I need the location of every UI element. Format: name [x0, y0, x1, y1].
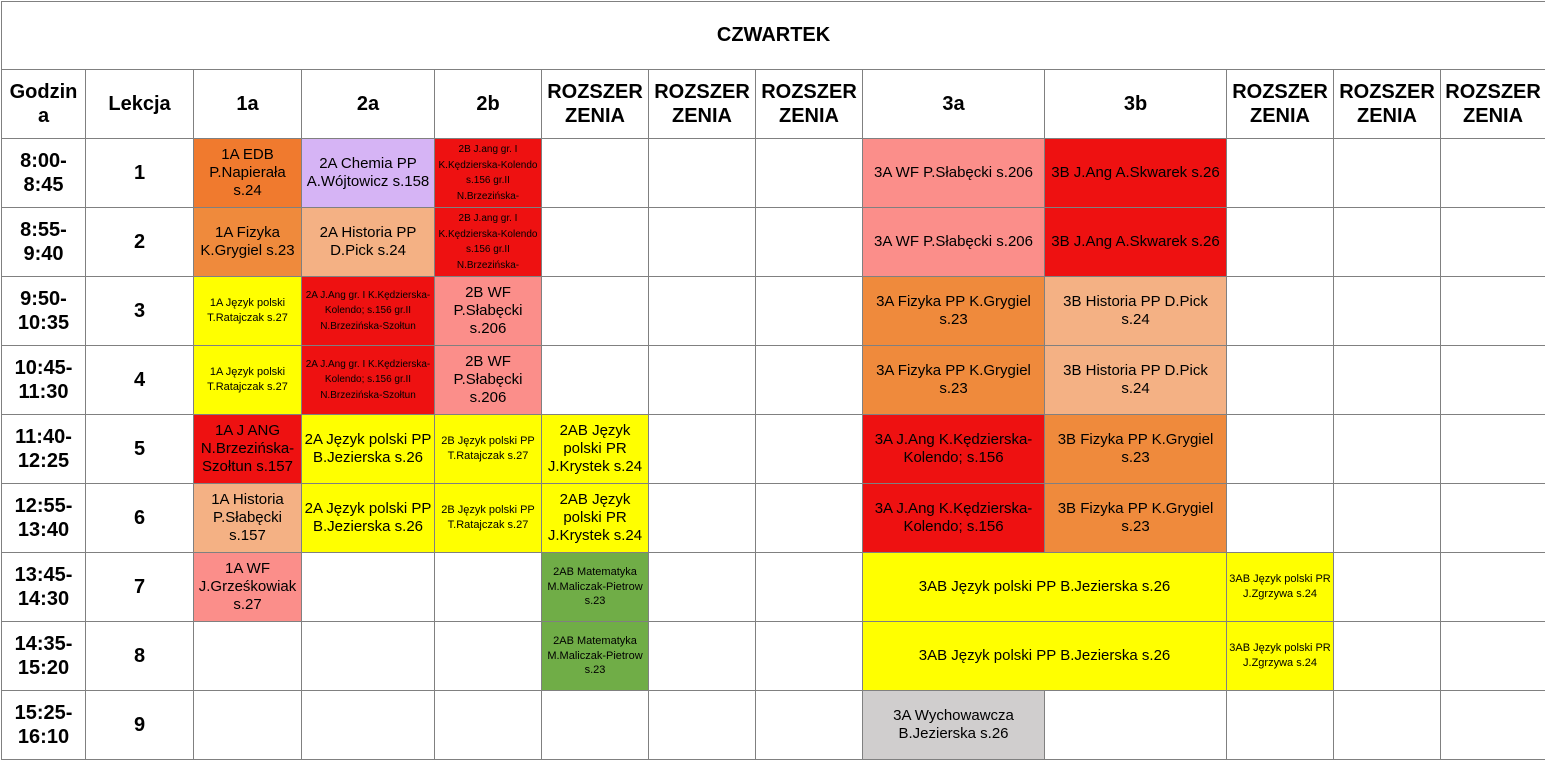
- empty-cell: [1441, 415, 1545, 484]
- lesson-cell-3b: 3B Historia PP D.Pick s.24: [1045, 346, 1227, 415]
- empty-cell: [649, 139, 756, 208]
- empty-cell: [1441, 139, 1545, 208]
- empty-cell: [542, 277, 649, 346]
- lesson-cell-3b: 3B J.Ang A.Skwarek s.26: [1045, 208, 1227, 277]
- lesson-cell-rozszerzenia-1: 2AB Język polski PR J.Krystek s.24: [542, 484, 649, 553]
- lesson-cell-2a: 2A J.Ang gr. I K.Kędzierska-Kolendo; s.156 gr.II N.Brzezińska-Szołtun: [302, 277, 435, 346]
- empty-cell: [1441, 622, 1545, 691]
- lesson-cell-2b: 2B WF P.Słabęcki s.206: [435, 346, 542, 415]
- lesson-row-8: [2, 622, 1545, 691]
- empty-cell: [194, 622, 302, 691]
- lesson-cell-2b: 2B Język polski PP T.Ratajczak s.27: [435, 415, 542, 484]
- empty-cell: [1334, 622, 1441, 691]
- lesson-row-2: [2, 208, 1545, 277]
- empty-cell: [542, 691, 649, 760]
- empty-cell: [756, 484, 863, 553]
- header-rozszerzenia-4: ROZSZER ZENIA: [1227, 70, 1334, 139]
- empty-cell: [302, 622, 435, 691]
- lesson-row-5: [2, 415, 1545, 484]
- time-cell: 11:40- 12:25: [2, 415, 86, 484]
- lesson-row-1: [2, 139, 1545, 208]
- lesson-number: 2: [86, 208, 194, 277]
- lesson-cell-2b: 2B Język polski PP T.Ratajczak s.27: [435, 484, 542, 553]
- empty-cell: [1334, 553, 1441, 622]
- empty-cell: [302, 553, 435, 622]
- empty-cell: [1334, 415, 1441, 484]
- lesson-number: 5: [86, 415, 194, 484]
- header-3b: 3b: [1045, 70, 1227, 139]
- lesson-number: 6: [86, 484, 194, 553]
- empty-cell: [1227, 484, 1334, 553]
- header-1a: 1a: [194, 70, 302, 139]
- header-rozszerzenia-2: ROZSZER ZENIA: [649, 70, 756, 139]
- lesson-cell-3a: 3A Fizyka PP K.Grygiel s.23: [863, 346, 1045, 415]
- empty-cell: [756, 415, 863, 484]
- lesson-number: 1: [86, 139, 194, 208]
- timetable: [1, 1, 1545, 760]
- empty-cell: [649, 553, 756, 622]
- lesson-row-9: [2, 691, 1545, 760]
- lesson-cell-2a: 2A Chemia PP A.Wójtowicz s.158: [302, 139, 435, 208]
- empty-cell: [1227, 691, 1334, 760]
- lesson-cell-3a: 3A WF P.Słabęcki s.206: [863, 139, 1045, 208]
- empty-cell: [1441, 346, 1545, 415]
- lesson-cell-2b: 2B J.ang gr. I K.Kędzierska-Kolendo s.156 gr.II N.Brzezińska-: [435, 208, 542, 277]
- empty-cell: [649, 622, 756, 691]
- time-cell: 12:55- 13:40: [2, 484, 86, 553]
- empty-cell: [194, 691, 302, 760]
- lesson-row-7: [2, 553, 1545, 622]
- empty-cell: [1334, 208, 1441, 277]
- lesson-row-3: [2, 277, 1545, 346]
- empty-cell: [1441, 484, 1545, 553]
- time-cell: 9:50- 10:35: [2, 277, 86, 346]
- empty-cell: [542, 346, 649, 415]
- time-cell: 8:55- 9:40: [2, 208, 86, 277]
- title-row: [2, 2, 1545, 70]
- header-rozszerzenia-6: ROZSZER ZENIA: [1441, 70, 1545, 139]
- header-2b: 2b: [435, 70, 542, 139]
- empty-cell: [649, 415, 756, 484]
- empty-cell: [649, 484, 756, 553]
- lesson-cell-1a: 1A Język polski T.Ratajczak s.27: [194, 346, 302, 415]
- lesson-cell-3ab: 3AB Język polski PP B.Jezierska s.26: [863, 553, 1227, 622]
- empty-cell: [649, 277, 756, 346]
- lesson-cell-3a: 3A Wychowawcza B.Jezierska s.26: [863, 691, 1045, 760]
- empty-cell: [649, 691, 756, 760]
- lesson-cell-2a: 2A Historia PP D.Pick s.24: [302, 208, 435, 277]
- empty-cell: [1441, 553, 1545, 622]
- header-2a: 2a: [302, 70, 435, 139]
- empty-cell: [756, 139, 863, 208]
- header-row: [2, 70, 1545, 139]
- header-rozszerzenia-3: ROZSZER ZENIA: [756, 70, 863, 139]
- empty-cell: [1441, 277, 1545, 346]
- lesson-cell-3a: 3A Fizyka PP K.Grygiel s.23: [863, 277, 1045, 346]
- lesson-cell-2b: 2B J.ang gr. I K.Kędzierska-Kolendo s.156 gr.II N.Brzezińska-: [435, 139, 542, 208]
- empty-cell: [1334, 346, 1441, 415]
- lesson-cell-rozszerzenia-1: 2AB Matematyka M.Maliczak-Pietrow s.23: [542, 553, 649, 622]
- lesson-cell-2a: 2A Język polski PP B.Jezierska s.26: [302, 415, 435, 484]
- time-cell: 10:45- 11:30: [2, 346, 86, 415]
- lesson-cell-3b: 3B Historia PP D.Pick s.24: [1045, 277, 1227, 346]
- header-rozszerzenia-5: ROZSZER ZENIA: [1334, 70, 1441, 139]
- lesson-cell-1a: 1A EDB P.Napierała s.24: [194, 139, 302, 208]
- empty-cell: [1441, 691, 1545, 760]
- lesson-cell-3b: 3B Fizyka PP K.Grygiel s.23: [1045, 415, 1227, 484]
- lesson-cell-3a: 3A J.Ang K.Kędzierska-Kolendo; s.156: [863, 484, 1045, 553]
- lesson-cell-3a: 3A WF P.Słabęcki s.206: [863, 208, 1045, 277]
- time-cell: 14:35- 15:20: [2, 622, 86, 691]
- empty-cell: [1227, 415, 1334, 484]
- header-godzina: Godzin a: [2, 70, 86, 139]
- day-title: CZWARTEK: [2, 2, 1545, 70]
- header-lekcja: Lekcja: [86, 70, 194, 139]
- empty-cell: [1045, 691, 1227, 760]
- empty-cell: [1227, 139, 1334, 208]
- empty-cell: [1334, 139, 1441, 208]
- empty-cell: [756, 346, 863, 415]
- empty-cell: [435, 622, 542, 691]
- lesson-cell-rozszerzenia-1: 2AB Język polski PR J.Krystek s.24: [542, 415, 649, 484]
- header-rozszerzenia-1: ROZSZER ZENIA: [542, 70, 649, 139]
- empty-cell: [1441, 208, 1545, 277]
- empty-cell: [756, 553, 863, 622]
- lesson-cell-1a: 1A Historia P.Słabęcki s.157: [194, 484, 302, 553]
- empty-cell: [542, 139, 649, 208]
- lesson-row-6: [2, 484, 1545, 553]
- lesson-cell-rozszerzenia-4: 3AB Język polski PR J.Zgrzywa s.24: [1227, 622, 1334, 691]
- empty-cell: [1334, 277, 1441, 346]
- lesson-cell-2a: 2A Język polski PP B.Jezierska s.26: [302, 484, 435, 553]
- lesson-cell-2b: 2B WF P.Słabęcki s.206: [435, 277, 542, 346]
- lesson-cell-3b: 3B Fizyka PP K.Grygiel s.23: [1045, 484, 1227, 553]
- empty-cell: [1334, 691, 1441, 760]
- lesson-cell-1a: 1A Język polski T.Ratajczak s.27: [194, 277, 302, 346]
- empty-cell: [1227, 277, 1334, 346]
- lesson-cell-1a: 1A J ANG N.Brzezińska-Szołtun s.157: [194, 415, 302, 484]
- time-cell: 15:25- 16:10: [2, 691, 86, 760]
- lesson-number: 4: [86, 346, 194, 415]
- lesson-cell-3ab: 3AB Język polski PP B.Jezierska s.26: [863, 622, 1227, 691]
- empty-cell: [302, 691, 435, 760]
- lesson-number: 9: [86, 691, 194, 760]
- empty-cell: [542, 208, 649, 277]
- lesson-cell-rozszerzenia-4: 3AB Język polski PR J.Zgrzywa s.24: [1227, 553, 1334, 622]
- empty-cell: [1334, 484, 1441, 553]
- empty-cell: [1227, 208, 1334, 277]
- time-cell: 8:00- 8:45: [2, 139, 86, 208]
- lesson-cell-3b: 3B J.Ang A.Skwarek s.26: [1045, 139, 1227, 208]
- lesson-cell-1a: 1A WF J.Grześkowiak s.27: [194, 553, 302, 622]
- empty-cell: [756, 622, 863, 691]
- empty-cell: [649, 208, 756, 277]
- lesson-row-4: [2, 346, 1545, 415]
- empty-cell: [435, 691, 542, 760]
- time-cell: 13:45- 14:30: [2, 553, 86, 622]
- empty-cell: [756, 208, 863, 277]
- empty-cell: [1227, 346, 1334, 415]
- lesson-cell-1a: 1A Fizyka K.Grygiel s.23: [194, 208, 302, 277]
- lesson-number: 7: [86, 553, 194, 622]
- lesson-number: 8: [86, 622, 194, 691]
- empty-cell: [756, 277, 863, 346]
- header-3a: 3a: [863, 70, 1045, 139]
- empty-cell: [649, 346, 756, 415]
- lesson-cell-2a: 2A J.Ang gr. I K.Kędzierska-Kolendo; s.156 gr.II N.Brzezińska-Szołtun: [302, 346, 435, 415]
- lesson-cell-rozszerzenia-1: 2AB Matematyka M.Maliczak-Pietrow s.23: [542, 622, 649, 691]
- empty-cell: [435, 553, 542, 622]
- lesson-number: 3: [86, 277, 194, 346]
- empty-cell: [756, 691, 863, 760]
- lesson-cell-3a: 3A J.Ang K.Kędzierska-Kolendo; s.156: [863, 415, 1045, 484]
